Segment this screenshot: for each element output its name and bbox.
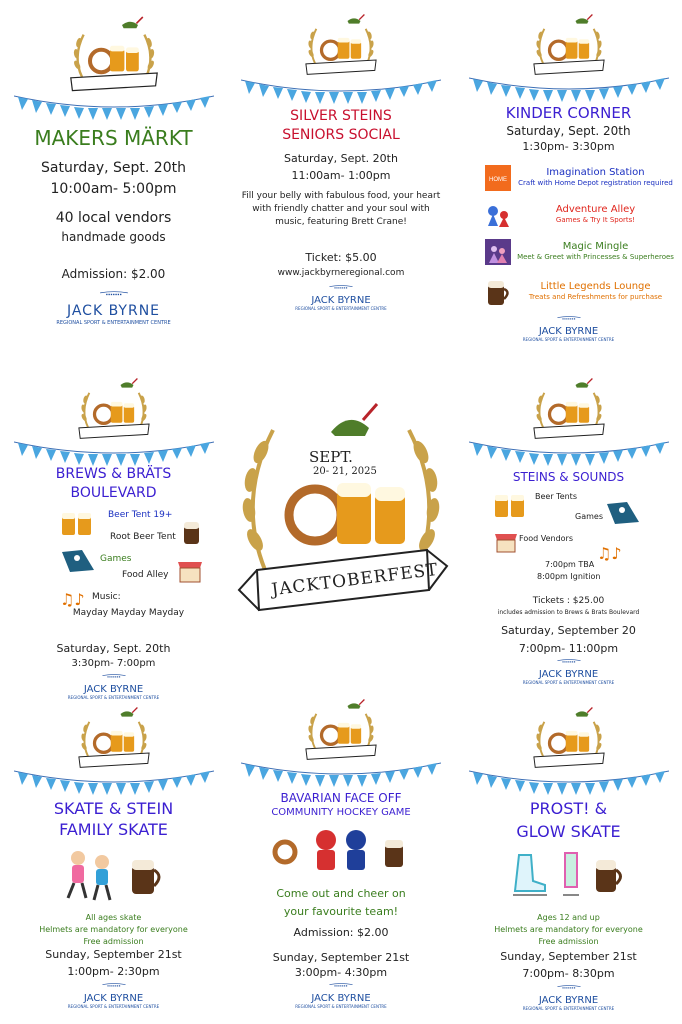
- svg-text:HOME: HOME: [489, 176, 507, 183]
- event-time: 3:00pm- 4:30pm: [294, 966, 388, 980]
- jacktoberfest-logo: [302, 699, 380, 765]
- event-date: Sunday, September 21st: [45, 948, 182, 962]
- ignition-slot: 8:00pm Ignition: [537, 572, 601, 582]
- website-link[interactable]: www.jackbyrneregional.com: [277, 268, 405, 279]
- prost-glow-skate-panel: [455, 685, 682, 1024]
- skating-kids-icon: [60, 846, 120, 906]
- bunting-decoration: [469, 74, 669, 104]
- ticket-includes: includes admission to Brews & Brats Boulevard: [497, 609, 640, 617]
- event-time: 10:00am- 5:00pm: [50, 180, 177, 197]
- pretzel-icon: [270, 837, 300, 867]
- jack-byrne-logo: JACK BYRNE REGIONAL SPORT & ENTERTAINMENT CENTRE: [0, 291, 227, 326]
- activity-list: [485, 160, 674, 310]
- jack-byrne-logo: JACK BYRNE REGIONAL SPORT & ENTERTAINMENT CENTRE: [227, 285, 455, 312]
- bavarian-face-off-panel: [227, 685, 455, 1024]
- admission-price: Admission: $2.00: [293, 925, 389, 939]
- jack-byrne-logo: JACK BYRNE REGIONAL SPORT & ENTERTAINMENT CENTRE: [227, 983, 455, 1010]
- skate-stein-panel: [0, 685, 227, 1024]
- center-jacktoberfest-logo: [227, 340, 455, 685]
- panel-title: STEINS & SOUNDS: [512, 470, 625, 484]
- root-beer-icon: [382, 835, 412, 869]
- cornhole-icon: [605, 500, 641, 526]
- jacktoberfest-main-logo: [227, 340, 455, 685]
- vendor-goods: handmade goods: [61, 230, 166, 245]
- music-act: Mayday Mayday Mayday: [72, 607, 185, 618]
- bunting-decoration: [469, 438, 669, 468]
- jack-byrne-logo: JACK BYRNE REGIONAL SPORT & ENTERTAINMENT CENTRE: [455, 985, 682, 1012]
- logo-name: JACKTOBERFEST: [270, 559, 440, 601]
- bunting-decoration: [469, 767, 669, 797]
- brews-brats-panel: [0, 340, 227, 700]
- bunting-decoration: [14, 767, 214, 797]
- beer-mugs-icon: [493, 490, 529, 520]
- event-description: Fill your belly with fabulous food, your heart with friendly chatter and your soul with music, featuring Brett Crane!: [241, 190, 441, 228]
- vendor-count: 40 local vendors: [55, 209, 172, 226]
- cornhole-icon: [60, 548, 96, 574]
- info-line: Helmets are mandatory for everyone: [39, 924, 188, 934]
- info-line: Free admission: [538, 936, 599, 946]
- hat-icon: [331, 420, 369, 436]
- kinder-corner-panel: [455, 0, 682, 340]
- hockey-players-icon: [306, 826, 376, 878]
- food-alley-label: Food Alley: [122, 569, 169, 580]
- amenities-list: [493, 490, 664, 588]
- root-beer-icon: [182, 518, 208, 546]
- amenities-list: [60, 508, 217, 620]
- illustration-row: [0, 843, 227, 909]
- event-date: Saturday, Sept. 20th: [284, 151, 398, 165]
- jacktoberfest-logo: [530, 14, 608, 80]
- jack-byrne-logo: JACK BYRNE REGIONAL SPORT & ENTERTAINMENT CENTRE: [455, 659, 682, 686]
- event-time: 7:00pm- 8:30pm: [522, 967, 615, 981]
- bunting-decoration: [241, 76, 441, 106]
- silver-steins-panel: [227, 0, 455, 340]
- ticket-price: Tickets : $25.00: [532, 596, 605, 607]
- event-time: 1:00pm- 2:30pm: [67, 965, 160, 979]
- root-beer-icon: [593, 854, 629, 896]
- event-time: 7:00pm- 11:00pm: [518, 641, 619, 655]
- games-label: Games: [100, 553, 132, 564]
- panel-title: MAKERS MÄRKT: [34, 126, 193, 150]
- beer-mug-icon: [337, 490, 371, 544]
- activity-item: HOME Imagination Station Craft with Home Depot registration required: [485, 160, 674, 196]
- event-date: Saturday, Sept. 20th: [41, 160, 186, 176]
- bunting-decoration: [241, 759, 441, 789]
- event-date: Sunday, September 21st: [500, 950, 637, 964]
- root-beer-icon: [128, 854, 168, 898]
- panel-title-line2: FAMILY SKATE: [59, 820, 168, 840]
- event-time: 1:30pm- 3:30pm: [522, 140, 615, 154]
- activity-item: Little Legends Lounge Treats and Refreshments for purchase: [485, 274, 674, 310]
- info-line: Helmets are mandatory for everyone: [494, 924, 643, 934]
- event-date: Saturday, Sept. 20th: [56, 642, 171, 656]
- music-notes-icon: ♫♪: [60, 589, 85, 609]
- root-beer-tent-label: Root Beer Tent: [110, 531, 176, 542]
- princess-icon: [485, 239, 511, 265]
- cheer-line2: your favourite team!: [283, 904, 399, 918]
- home-depot-icon: [485, 165, 511, 191]
- illustration-row: [455, 845, 682, 905]
- event-date: Saturday, September 20: [501, 624, 636, 638]
- beer-mugs-icon: [60, 508, 96, 538]
- beer-tents-label: Beer Tents: [535, 492, 577, 502]
- ice-skate-icon: [509, 851, 549, 899]
- panel-title-line2: SENIORS SOCIAL: [282, 126, 400, 143]
- cheer-line1: Come out and cheer on: [276, 887, 406, 901]
- panel-title-line1: PROST! &: [529, 799, 608, 818]
- jack-byrne-logo: JACK BYRNE REGIONAL SPORT & ENTERTAINMENT CENTRE: [0, 983, 227, 1010]
- jacktoberfest-logo: [302, 14, 380, 80]
- beer-tent-label: Beer Tent 19+: [108, 509, 173, 520]
- logo-sept: SEPT.: [309, 448, 353, 466]
- jacktoberfest-logo: [75, 378, 153, 444]
- panel-title-line1: BREWS & BRÄTS: [55, 466, 172, 482]
- jack-byrne-logo: JACK BYRNE REGIONAL SPORT & ENTERTAINMENT CENTRE: [0, 674, 227, 701]
- tba-slot: 7:00pm TBA: [545, 560, 595, 570]
- event-time: 3:30pm- 7:00pm: [71, 657, 156, 669]
- panel-title: KINDER CORNER: [505, 104, 632, 122]
- activity-item: Adventure Alley Games & Try It Sports!: [485, 200, 674, 230]
- bunting-decoration: [14, 92, 214, 122]
- illustration-row: [227, 823, 455, 881]
- steins-sounds-panel: [455, 340, 682, 685]
- event-date: Saturday, Sept. 20th: [506, 124, 631, 138]
- panel-title-line2: COMMUNITY HOCKEY GAME: [271, 807, 411, 819]
- food-stall-icon: [176, 556, 204, 584]
- panel-title-line1: BAVARIAN FACE OFF: [280, 791, 402, 805]
- jacktoberfest-logo: [66, 16, 162, 98]
- panel-title-line1: SKATE & STEIN: [53, 799, 174, 818]
- root-beer-icon: [485, 277, 511, 307]
- jacktoberfest-logo: [530, 378, 608, 444]
- admission-price: Admission: $2.00: [61, 266, 166, 281]
- info-line: All ages skate: [85, 913, 142, 923]
- panel-title-line1: SILVER STEINS: [290, 108, 392, 124]
- bunting-decoration: [14, 438, 214, 468]
- jacktoberfest-logo: [530, 707, 608, 773]
- activity-item: Magic Mingle Meet & Greet with Princesses & Superheroes: [485, 234, 674, 270]
- event-date: Sunday, September 21st: [272, 950, 410, 964]
- info-line: Free admission: [83, 936, 144, 946]
- music-label: Music:: [92, 591, 121, 602]
- makers-markt-panel: [0, 0, 227, 340]
- jacktoberfest-logo: [75, 707, 153, 773]
- food-vendors-label: Food Vendors: [519, 534, 573, 544]
- beer-mug-icon: [375, 494, 405, 544]
- ticket-price: Ticket: $5.00: [305, 251, 377, 265]
- music-notes-icon: ♫♪: [597, 544, 622, 564]
- info-line: Ages 12 and up: [537, 913, 600, 923]
- jack-byrne-logo: JACK BYRNE REGIONAL SPORT & ENTERTAINMENT CENTRE: [455, 316, 682, 343]
- logo-dates: 20- 21, 2025: [313, 466, 377, 477]
- event-time: 11:00am- 1:00pm: [291, 168, 391, 182]
- games-label: Games: [575, 512, 603, 522]
- panel-title-line2: GLOW SKATE: [516, 822, 621, 842]
- food-stall-icon: [493, 528, 519, 554]
- glow-skate-icon: [559, 851, 583, 899]
- game-pieces-icon: [485, 202, 511, 228]
- panel-title-line2: BOULEVARD: [70, 484, 157, 501]
